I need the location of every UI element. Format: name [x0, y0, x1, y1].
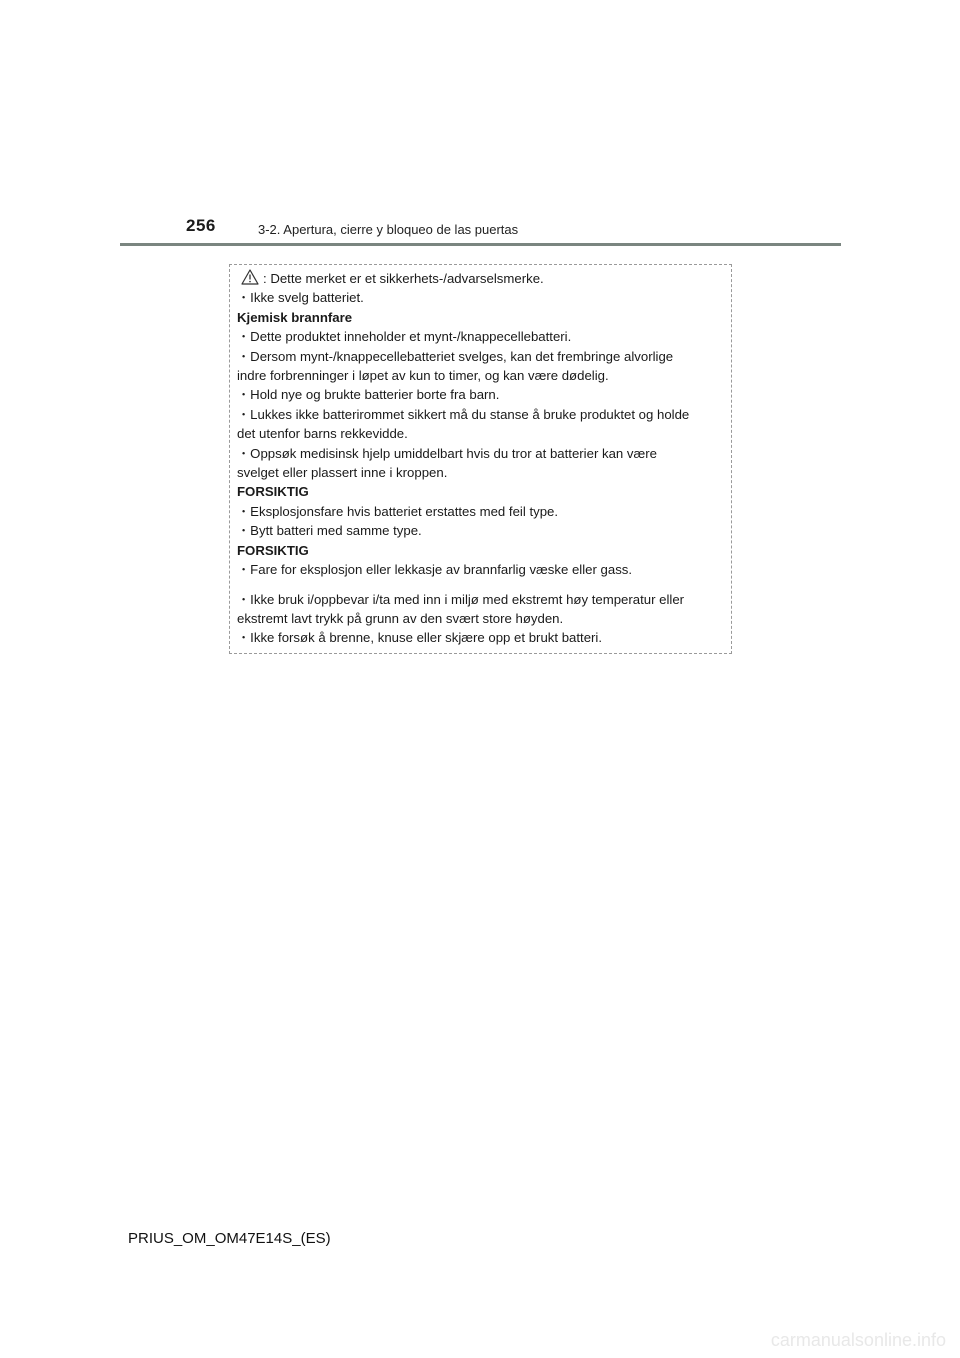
warning-text-line: ・Lukkes ikke batterirommet sikkert må du stanse å bruke produktet og holde — [237, 406, 690, 422]
warning-box — [229, 264, 732, 654]
warning-text-line: ・Eksplosjonsfare hvis batteriet erstattes med feil type. — [237, 503, 559, 519]
warning-heading: FORSIKTIG — [237, 484, 309, 500]
warning-text-line: ・Bytt batteri med samme type. — [237, 523, 422, 539]
warning-intro-text: : Dette merket er et sikkerhets-/advarselsmerke. — [263, 271, 544, 286]
warning-intro-line — [237, 269, 731, 288]
warning-text-line: indre forbrenninger i løpet av kun to timer, og kan være dødelig. — [237, 368, 609, 384]
section-title: 3-2. Apertura, cierre y bloqueo de las puertas — [258, 222, 519, 237]
warning-text-line: ・Ikke forsøk å brenne, knuse eller skjære opp et brukt batteri. — [237, 630, 603, 646]
warning-heading: Kjemisk brannfare — [237, 309, 353, 325]
page-number: 256 — [186, 216, 216, 235]
warning-text-line: ・Dersom mynt-/knappecellebatteriet svelges, kan det frembringe alvorlige — [237, 348, 674, 364]
warning-text-line: ekstremt lavt trykk på grunn av den svært store høyden. — [237, 610, 564, 626]
watermark: carmanualsonline.info — [770, 1330, 946, 1350]
warning-lines — [237, 288, 731, 579]
header-rule — [120, 243, 841, 246]
warning-text-line: ・Ikke bruk i/oppbevar i/ta med inn i miljø med ekstremt høy temperatur eller — [237, 591, 685, 607]
warning-text-line: ・Dette produktet inneholder et mynt-/knappecellebatteri. — [237, 329, 572, 345]
warning-text-line: ・Hold nye og brukte batterier borte fra barn. — [237, 387, 500, 403]
paragraph-gap — [237, 580, 731, 590]
warning-lines-after-gap — [237, 590, 731, 648]
warning-text-line: svelget eller plassert inne i kroppen. — [237, 465, 448, 481]
warning-triangle-icon — [241, 269, 259, 285]
warning-text-line: det utenfor barns rekkevidde. — [237, 426, 408, 442]
warning-text-line: ・Oppsøk medisinsk hjelp umiddelbart hvis du tror at batterier kan være — [237, 445, 657, 461]
warning-heading: FORSIKTIG — [237, 542, 309, 558]
warning-text-line: ・Ikke svelg batteriet. — [237, 290, 364, 306]
footer-doc-code: PRIUS_OM_OM47E14S_(ES) — [128, 1230, 331, 1247]
warning-text-line: ・Fare for eksplosjon eller lekkasje av brannfarlig væske eller gass. — [237, 562, 633, 578]
